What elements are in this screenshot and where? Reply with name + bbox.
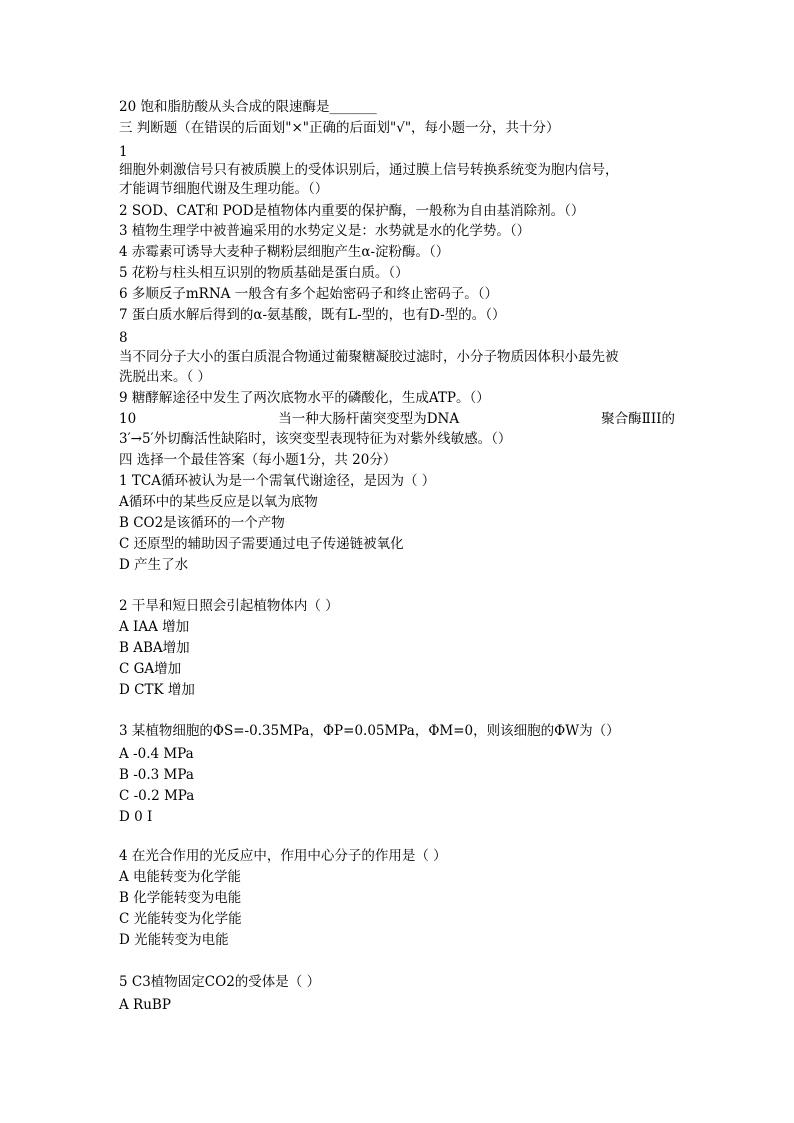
judge-6: 6 多顺反子mRNA 一般含有多个起始密码子和终止密码子。（） <box>119 286 498 302</box>
choice-2-option-b: B ABA增加 <box>119 640 190 656</box>
choice-2-option-a: A IAA 增加 <box>119 619 190 635</box>
choice-5-question: 5 C3植物固定CO2的受体是（ ） <box>119 974 321 990</box>
choice-1-option-d: D 产生了水 <box>119 557 189 573</box>
choice-5-option-a: A RuBP <box>119 997 171 1013</box>
choice-3-option-b: B -0.3 MPa <box>119 767 194 783</box>
choice-3-option-c: C -0.2 MPa <box>119 788 195 804</box>
judge-1-text: 细胞外刺激信号只有被质膜上的受体识别后，通过膜上信号转换系统变为胞内信号， <box>119 162 619 178</box>
judge-3: 3 植物生理学中被普遍采用的水势定义是：水势就是水的化学势。（） <box>119 223 531 239</box>
judge-2: 2 SOD、CAT和 POD是植物体内重要的保护酶，一般称为自由基消除剂。（） <box>119 203 585 219</box>
fill-in-question-20: 20 饱和脂肪酸从头合成的限速酶是_______ <box>119 99 377 115</box>
judge-7: 7 蛋白质水解后得到的α-氨基酸，既有L-型的，也有D-型的。（） <box>119 307 506 323</box>
choice-4-option-b: B 化学能转变为电能 <box>119 890 242 906</box>
judge-10-text-part1: 当一种大肠杆菌突变型为DNA <box>278 411 460 427</box>
judge-10-text-part2: 聚合酶ⅡII的 <box>601 411 675 427</box>
choice-3-question: 3 某植物细胞的ΦS=-0.35MPa，ΦP=0.05MPa，ΦM=0，则该细胞的ΦW为（） <box>119 723 620 739</box>
choice-1-option-b: B CO2是该循环的一个产物 <box>119 515 285 531</box>
choice-4-option-d: D 光能转变为电能 <box>119 932 229 948</box>
section-4-header: 四 选择一个最佳答案（每小题1分，共 20分） <box>119 452 397 468</box>
judge-8-number: 8 <box>119 330 128 346</box>
choice-2-option-d: D CTK 增加 <box>119 682 195 698</box>
judge-1-number: 1 <box>119 144 128 160</box>
judge-9: 9 糖酵解途径中发生了两次底物水平的磷酸化，生成ATP。（） <box>119 390 490 406</box>
judge-4: 4 赤霉素可诱导大麦种子糊粉层细胞产生α-淀粉酶。（） <box>119 244 450 260</box>
choice-3-option-a: A -0.4 MPa <box>119 746 194 762</box>
judge-5: 5 花粉与柱头相互识别的物质基础是蛋白质。（） <box>119 265 409 281</box>
choice-1-option-c: C 还原型的辅助因子需要通过电子传递链被氧化 <box>119 536 404 552</box>
choice-4-question: 4 在光合作用的光反应中，作用中心分子的作用是（ ） <box>119 848 447 864</box>
judge-10 <box>119 410 675 428</box>
choice-1-question: 1 TCA循环被认为是一个需氧代谢途径，是因为（ ） <box>119 473 436 489</box>
choice-3-option-d: D 0 I <box>119 809 153 825</box>
judge-10-text-cont: 3′→5′外切酶活性缺陷时，该突变型表现特征为对紫外线敏感。（） <box>119 431 512 447</box>
choice-4-option-a: A 电能转变为化学能 <box>119 869 242 885</box>
judge-10-number: 10 <box>119 411 137 427</box>
choice-4-option-c: C 光能转变为化学能 <box>119 911 242 927</box>
judge-1-text-cont: 才能调节细胞代谢及生理功能。（） <box>119 181 329 197</box>
choice-1-option-a: A循环中的某些反应是以氧为底物 <box>119 494 318 510</box>
judge-8-text-cont: 洗脱出来。（ ） <box>119 369 212 385</box>
choice-2-option-c: C GA增加 <box>119 661 182 677</box>
judge-8-text: 当不同分子大小的蛋白质混合物通过葡聚糖凝胶过滤时，小分子物质因体积小最先被 <box>119 349 619 365</box>
choice-2-question: 2 干旱和短日照会引起植物体内（ ） <box>119 598 339 614</box>
section-3-header: 三 判断题（在错误的后面划"×"正确的后面划"√"，每小题一分，共十分） <box>119 120 560 136</box>
